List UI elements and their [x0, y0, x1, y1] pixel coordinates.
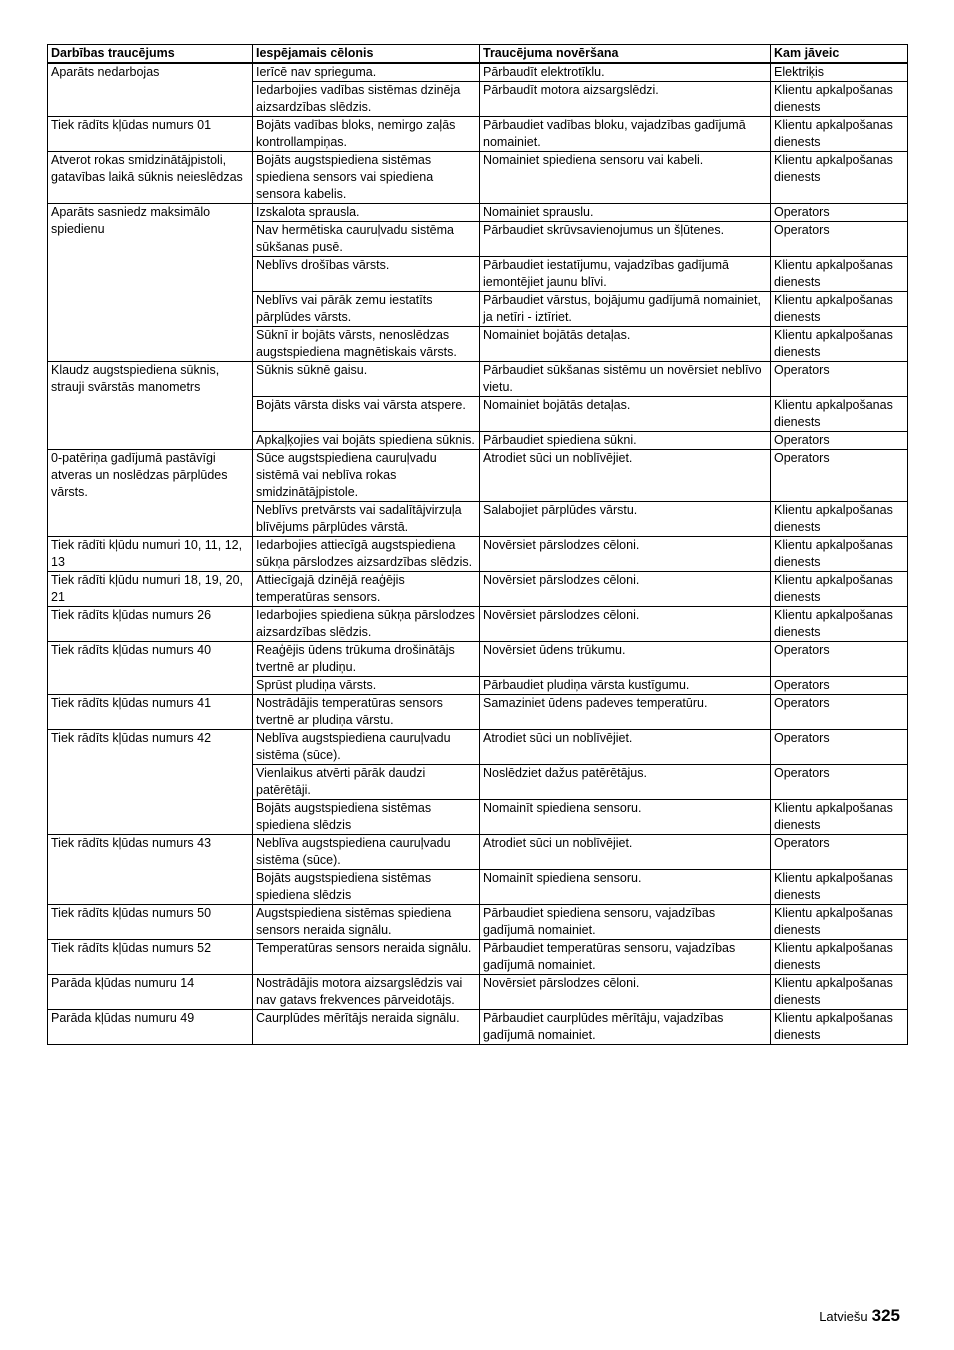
cell-remedy: Nomainīt spiediena sensoru. — [480, 870, 771, 905]
cell-remedy: Novērsiet pārslodzes cēloni. — [480, 572, 771, 607]
cell-responsible: Klientu apkalpošanas dienests — [771, 502, 908, 537]
cell-remedy: Pārbaudīt motora aizsargslēdzi. — [480, 82, 771, 117]
cell-remedy: Novērsiet pārslodzes cēloni. — [480, 537, 771, 572]
cell-responsible: Operators — [771, 222, 908, 257]
cell-remedy: Novērsiet pārslodzes cēloni. — [480, 975, 771, 1010]
cell-responsible: Operators — [771, 432, 908, 450]
table-row — [48, 642, 908, 677]
cell-responsible: Operators — [771, 642, 908, 677]
cell-responsible: Klientu apkalpošanas dienests — [771, 397, 908, 432]
cell-responsible: Klientu apkalpošanas dienests — [771, 82, 908, 117]
cell-remedy: Noslēdziet dažus patērētājus. — [480, 765, 771, 800]
cell-possible-cause: Bojāts augstspiediena sistēmas spiediena slēdzis — [253, 800, 480, 835]
table-body — [48, 63, 908, 1045]
cell-remedy: Pārbaudiet iestatījumu, vajadzības gadījumā iemontējiet jaunu blīvi. — [480, 257, 771, 292]
cell-remedy: Pārbaudiet skrūvsavienojumus un šļūtenes. — [480, 222, 771, 257]
cell-possible-cause: Neblīva augstspiediena cauruļvadu sistēma (sūce). — [253, 730, 480, 765]
cell-remedy: Pārbaudiet vārstus, bojājumu gadījumā nomainiet, ja netīri - iztīriet. — [480, 292, 771, 327]
table-row — [48, 152, 908, 204]
cell-remedy: Nomainīt spiediena sensoru. — [480, 800, 771, 835]
page-footer — [819, 1306, 900, 1326]
cell-remedy: Novērsiet ūdens trūkumu. — [480, 642, 771, 677]
table-row — [48, 607, 908, 642]
cell-malfunction: Tiek rādīts kļūdas numurs 40 — [48, 642, 253, 695]
cell-possible-cause: Reaģējis ūdens trūkuma drošinātājs tvertnē ar pludiņu. — [253, 642, 480, 677]
cell-responsible: Operators — [771, 362, 908, 397]
cell-possible-cause: Bojāts augstspiediena sistēmas spiediena slēdzis — [253, 870, 480, 905]
table-row — [48, 905, 908, 940]
cell-possible-cause: Attiecīgajā dzinējā reaģējis temperatūras sensors. — [253, 572, 480, 607]
page-number: 325 — [871, 1306, 900, 1325]
cell-remedy: Pārbaudiet temperatūras sensoru, vajadzības gadījumā nomainiet. — [480, 940, 771, 975]
table-row — [48, 695, 908, 730]
table-row — [48, 572, 908, 607]
cell-remedy: Samaziniet ūdens padeves temperatūru. — [480, 695, 771, 730]
cell-possible-cause: Iedarbojies spiediena sūkņa pārslodzes aizsardzības slēdzis. — [253, 607, 480, 642]
cell-malfunction: 0-patēriņa gadījumā pastāvīgi atveras un noslēdzas pārplūdes vārsts. — [48, 450, 253, 537]
cell-responsible: Klientu apkalpošanas dienests — [771, 257, 908, 292]
cell-possible-cause: Apkaļķojies vai bojāts spiediena sūknis. — [253, 432, 480, 450]
cell-responsible: Klientu apkalpošanas dienests — [771, 905, 908, 940]
cell-responsible: Operators — [771, 450, 908, 502]
table-row — [48, 940, 908, 975]
cell-remedy: Pārbaudiet sūkšanas sistēmu un novērsiet neblīvo vietu. — [480, 362, 771, 397]
table-row — [48, 835, 908, 870]
cell-malfunction: Parāda kļūdas numuru 14 — [48, 975, 253, 1010]
header-malfunction: Darbības traucējums — [48, 45, 253, 64]
cell-responsible: Operators — [771, 677, 908, 695]
cell-malfunction: Klaudz augstspiediena sūknis, strauji svārstās manometrs — [48, 362, 253, 450]
cell-responsible: Klientu apkalpošanas dienests — [771, 870, 908, 905]
cell-possible-cause: Augstspiediena sistēmas spiediena sensors neraida signālu. — [253, 905, 480, 940]
footer-language: Latviešu — [819, 1309, 868, 1324]
cell-possible-cause: Izskalota sprausla. — [253, 204, 480, 222]
cell-responsible: Klientu apkalpošanas dienests — [771, 1010, 908, 1045]
table-row — [48, 117, 908, 152]
cell-remedy: Pārbaudiet spiediena sensoru, vajadzības gadījumā nomainiet. — [480, 905, 771, 940]
cell-remedy: Pārbaudiet vadības bloku, vajadzības gadījumā nomainiet. — [480, 117, 771, 152]
cell-possible-cause: Sūknī ir bojāts vārsts, nenoslēdzas augstspiediena magnētiskais vārsts. — [253, 327, 480, 362]
cell-responsible: Klientu apkalpošanas dienests — [771, 572, 908, 607]
cell-possible-cause: Ierīcē nav sprieguma. — [253, 63, 480, 82]
cell-malfunction: Tiek rādīts kļūdas numurs 43 — [48, 835, 253, 905]
cell-remedy: Atrodiet sūci un noblīvējiet. — [480, 450, 771, 502]
cell-remedy: Pārbaudiet spiediena sūkni. — [480, 432, 771, 450]
table-row — [48, 63, 908, 82]
cell-malfunction: Atverot rokas smidzinātājpistoli, gatavības laikā sūknis neieslēdzas — [48, 152, 253, 204]
header-responsible: Kam jāveic — [771, 45, 908, 64]
cell-malfunction: Aparāts nedarbojas — [48, 63, 253, 117]
cell-responsible: Klientu apkalpošanas dienests — [771, 117, 908, 152]
cell-possible-cause: Bojāts vārsta disks vai vārsta atspere. — [253, 397, 480, 432]
table-row — [48, 362, 908, 397]
cell-possible-cause: Sprūst pludiņa vārsts. — [253, 677, 480, 695]
cell-remedy: Novērsiet pārslodzes cēloni. — [480, 607, 771, 642]
troubleshooting-table — [47, 44, 908, 1045]
cell-possible-cause: Neblīva augstspiediena cauruļvadu sistēma (sūce). — [253, 835, 480, 870]
cell-remedy: Salabojiet pārplūdes vārstu. — [480, 502, 771, 537]
cell-malfunction: Aparāts sasniedz maksimālo spiedienu — [48, 204, 253, 362]
cell-responsible: Klientu apkalpošanas dienests — [771, 152, 908, 204]
table-row — [48, 730, 908, 765]
cell-responsible: Klientu apkalpošanas dienests — [771, 940, 908, 975]
cell-possible-cause: Caurplūdes mērītājs neraida signālu. — [253, 1010, 480, 1045]
cell-remedy: Pārbaudiet pludiņa vārsta kustīgumu. — [480, 677, 771, 695]
cell-possible-cause: Bojāts vadības bloks, nemirgo zaļās kontrollampiņas. — [253, 117, 480, 152]
cell-malfunction: Tiek rādīts kļūdas numurs 52 — [48, 940, 253, 975]
cell-malfunction: Tiek rādīts kļūdas numurs 01 — [48, 117, 253, 152]
cell-malfunction: Tiek rādīts kļūdas numurs 41 — [48, 695, 253, 730]
table-header-row — [48, 45, 908, 64]
cell-possible-cause: Iedarbojies vadības sistēmas dzinēja aizsardzības slēdzis. — [253, 82, 480, 117]
cell-possible-cause: Sūce augstspiediena cauruļvadu sistēmā vai neblīva rokas smidzinātājpistole. — [253, 450, 480, 502]
cell-possible-cause: Nav hermētiska cauruļvadu sistēma sūkšanas pusē. — [253, 222, 480, 257]
cell-responsible: Klientu apkalpošanas dienests — [771, 537, 908, 572]
cell-possible-cause: Nostrādājis temperatūras sensors tvertnē ar pludiņa vārstu. — [253, 695, 480, 730]
table-row — [48, 1010, 908, 1045]
cell-remedy: Nomainiet spiediena sensoru vai kabeli. — [480, 152, 771, 204]
cell-malfunction: Parāda kļūdas numuru 49 — [48, 1010, 253, 1045]
cell-responsible: Klientu apkalpošanas dienests — [771, 607, 908, 642]
cell-responsible: Operators — [771, 204, 908, 222]
cell-responsible: Klientu apkalpošanas dienests — [771, 800, 908, 835]
cell-remedy: Nomainiet bojātās detaļas. — [480, 397, 771, 432]
header-possible-cause: Iespējamais cēlonis — [253, 45, 480, 64]
cell-responsible: Operators — [771, 835, 908, 870]
cell-malfunction: Tiek rādīti kļūdu numuri 10, 11, 12, 13 — [48, 537, 253, 572]
cell-remedy: Atrodiet sūci un noblīvējiet. — [480, 730, 771, 765]
cell-responsible: Klientu apkalpošanas dienests — [771, 327, 908, 362]
cell-remedy: Pārbaudiet caurplūdes mērītāju, vajadzības gadījumā nomainiet. — [480, 1010, 771, 1045]
table-row — [48, 537, 908, 572]
header-remedy: Traucējuma novēršana — [480, 45, 771, 64]
table-row — [48, 975, 908, 1010]
cell-malfunction: Tiek rādīti kļūdu numuri 18, 19, 20, 21 — [48, 572, 253, 607]
cell-possible-cause: Sūknis sūknē gaisu. — [253, 362, 480, 397]
cell-responsible: Operators — [771, 730, 908, 765]
cell-remedy: Atrodiet sūci un noblīvējiet. — [480, 835, 771, 870]
cell-remedy: Nomainiet bojātās detaļas. — [480, 327, 771, 362]
cell-responsible: Klientu apkalpošanas dienests — [771, 292, 908, 327]
cell-possible-cause: Neblīvs drošības vārsts. — [253, 257, 480, 292]
cell-malfunction: Tiek rādīts kļūdas numurs 26 — [48, 607, 253, 642]
cell-possible-cause: Nostrādājis motora aizsargslēdzis vai nav gatavs frekvences pārveidotājs. — [253, 975, 480, 1010]
table-row — [48, 204, 908, 222]
cell-remedy: Pārbaudīt elektrotīklu. — [480, 63, 771, 82]
cell-possible-cause: Bojāts augstspiediena sistēmas spiediena sensors vai spiediena sensora kabelis. — [253, 152, 480, 204]
cell-responsible: Klientu apkalpošanas dienests — [771, 975, 908, 1010]
table-row — [48, 450, 908, 502]
cell-possible-cause: Neblīvs vai pārāk zemu iestatīts pārplūdes vārsts. — [253, 292, 480, 327]
cell-possible-cause: Neblīvs pretvārsts vai sadalītājvirzuļa blīvējums pārplūdes vārstā. — [253, 502, 480, 537]
cell-possible-cause: Temperatūras sensors neraida signālu. — [253, 940, 480, 975]
cell-remedy: Nomainiet sprauslu. — [480, 204, 771, 222]
cell-responsible: Operators — [771, 765, 908, 800]
cell-responsible: Operators — [771, 695, 908, 730]
cell-responsible: Elektriķis — [771, 63, 908, 82]
cell-possible-cause: Iedarbojies attiecīgā augstspiediena sūkņa pārslodzes aizsardzības slēdzis. — [253, 537, 480, 572]
cell-possible-cause: Vienlaikus atvērti pārāk daudzi patērētāji. — [253, 765, 480, 800]
cell-malfunction: Tiek rādīts kļūdas numurs 42 — [48, 730, 253, 835]
cell-malfunction: Tiek rādīts kļūdas numurs 50 — [48, 905, 253, 940]
